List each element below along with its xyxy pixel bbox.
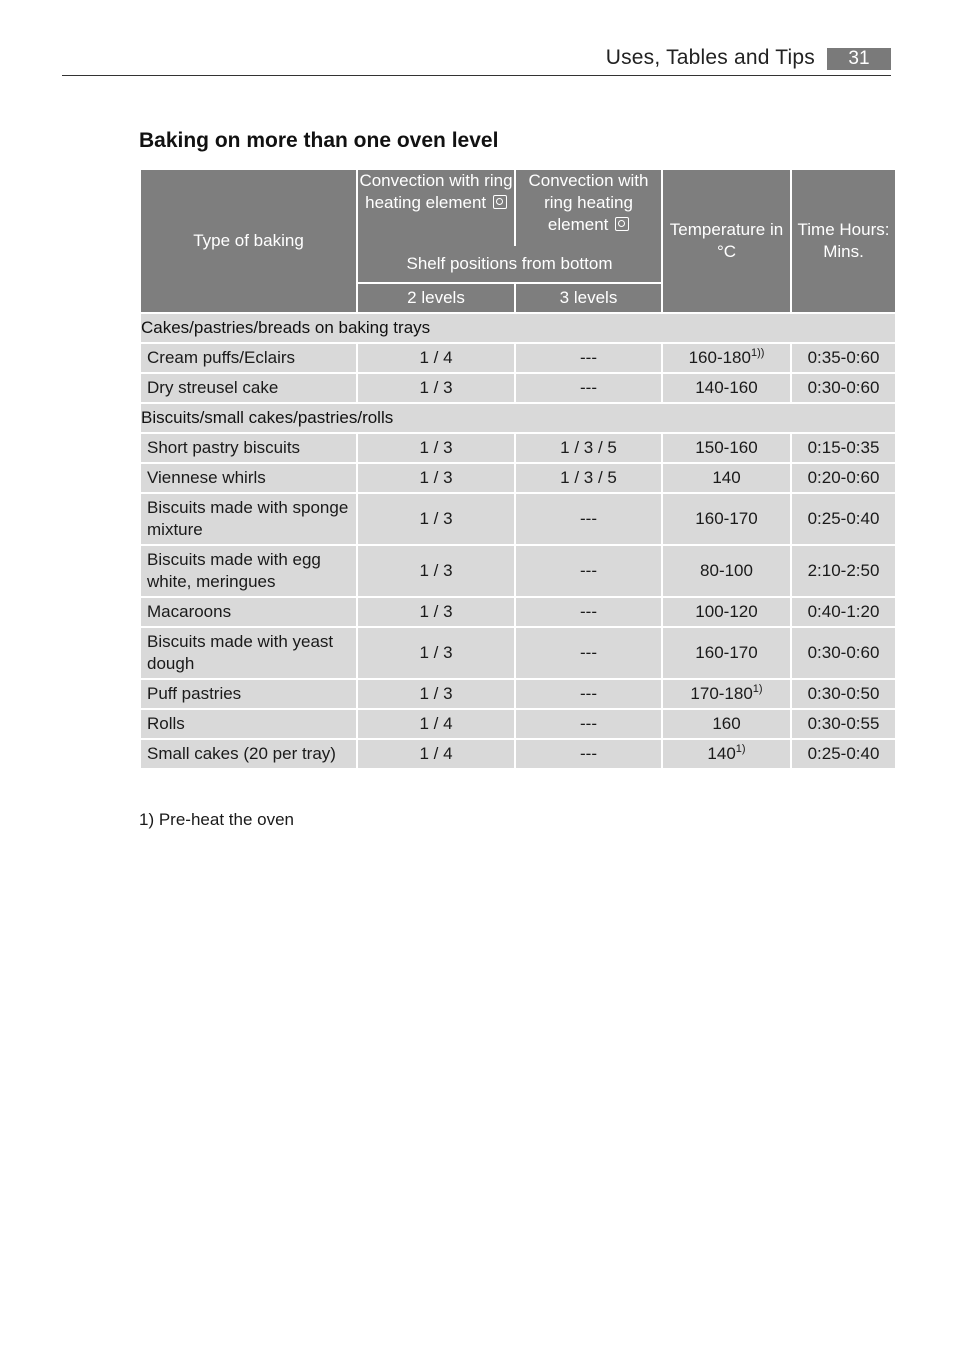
temperature-cell (662, 433, 791, 463)
levels-2-cell (357, 597, 515, 627)
time-cell-value: 2:10-2:50 (807, 561, 880, 580)
levels-3-cell (515, 545, 662, 597)
baking-type-cell-value: Small cakes (20 per tray) (147, 744, 336, 763)
time-cell-value: 0:25-0:40 (807, 744, 880, 763)
baking-table (139, 168, 897, 770)
levels-2-cell-value: 1 / 3 (419, 378, 453, 397)
temperature-cell (662, 627, 791, 679)
levels-3-cell-value: --- (580, 602, 597, 621)
baking-type-cell-value: Viennese whirls (147, 468, 266, 487)
levels-2-cell (357, 709, 515, 739)
levels-3-cell-value: 1 / 3 / 5 (560, 438, 617, 457)
category-label: Cakes/pastries/breads on baking trays (140, 313, 896, 343)
levels-2-cell (357, 545, 515, 597)
col-time: Time Hours: Mins. (791, 169, 896, 313)
levels-3-cell (515, 709, 662, 739)
footnote-ref: 1)) (750, 347, 765, 359)
category-row (140, 403, 896, 433)
table-row (140, 433, 896, 463)
time-cell-value: 0:30-0:60 (807, 378, 880, 397)
levels-3-cell-value: --- (580, 509, 597, 528)
levels-2-cell-value: 1 / 3 (419, 509, 453, 528)
levels-3-cell-value: --- (580, 348, 597, 367)
temperature-cell-value: 80-100 (700, 561, 753, 580)
baking-type-cell (140, 709, 357, 739)
table-row (140, 545, 896, 597)
temperature-cell (662, 679, 791, 709)
table-row (140, 627, 896, 679)
levels-3-cell (515, 343, 662, 373)
baking-type-cell (140, 373, 357, 403)
baking-type-cell-value: Short pastry biscuits (147, 438, 301, 457)
table-body (140, 313, 896, 769)
temperature-cell (662, 545, 791, 597)
time-cell-value: 0:30-0:50 (807, 684, 880, 703)
levels-2-cell (357, 373, 515, 403)
time-cell-value: 0:20-0:60 (807, 468, 880, 487)
temperature-cell-value: 150-160 (695, 438, 758, 457)
levels-2-cell-value: 1 / 3 (419, 602, 453, 621)
levels-2-cell (357, 679, 515, 709)
levels-2-cell-value: 1 / 4 (419, 714, 453, 733)
col-convection-a: Convection with ring heating element (357, 169, 515, 246)
levels-2-cell (357, 627, 515, 679)
table-row (140, 343, 896, 373)
temperature-cell (662, 709, 791, 739)
table-row (140, 373, 896, 403)
baking-type-cell-value: Biscuits made with yeast dough (147, 632, 334, 673)
baking-type-cell-value: Biscuits made with sponge mixture (147, 498, 349, 539)
levels-3-cell (515, 679, 662, 709)
time-cell (791, 433, 896, 463)
levels-3-cell-value: --- (580, 714, 597, 733)
temperature-cell (662, 739, 791, 769)
baking-type-cell-value: Puff pastries (147, 684, 242, 703)
header-title: Uses, Tables and Tips (605, 46, 815, 69)
table-row (140, 597, 896, 627)
footnote-ref: 1) (752, 683, 763, 695)
col-convection-b: Convection with ring heating element (515, 169, 662, 246)
levels-2-cell (357, 343, 515, 373)
section-title: Baking on more than one oven level (139, 129, 499, 152)
baking-type-cell-value: Rolls (147, 714, 185, 733)
levels-2-cell (357, 433, 515, 463)
col-3-levels: 3 levels (515, 283, 662, 313)
baking-type-cell-value: Cream puffs/Eclairs (147, 348, 296, 367)
col-temperature: Temperature in °C (662, 169, 791, 313)
levels-3-cell (515, 627, 662, 679)
temperature-cell (662, 463, 791, 493)
levels-2-cell-value: 1 / 3 (419, 438, 453, 457)
baking-type-cell (140, 679, 357, 709)
baking-type-cell-value: Biscuits made with egg white, meringues (147, 550, 321, 591)
fan-ring-heating-icon (493, 195, 507, 209)
levels-2-cell-value: 1 / 4 (419, 744, 453, 763)
baking-type-cell (140, 627, 357, 679)
levels-3-cell-value: --- (580, 744, 597, 763)
baking-type-cell-value: Dry streusel cake (147, 378, 279, 397)
category-row (140, 313, 896, 343)
time-cell-value: 0:15-0:35 (807, 438, 880, 457)
baking-type-cell (140, 545, 357, 597)
table-row (140, 463, 896, 493)
time-cell (791, 597, 896, 627)
temperature-cell (662, 597, 791, 627)
time-cell-value: 0:25-0:40 (807, 509, 880, 528)
time-cell (791, 373, 896, 403)
baking-type-cell (140, 463, 357, 493)
temperature-cell-value: 140-160 (695, 378, 758, 397)
page-header (62, 44, 891, 76)
levels-2-cell-value: 1 / 3 (419, 643, 453, 662)
temperature-cell-value: 140 (712, 468, 741, 487)
time-cell (791, 463, 896, 493)
levels-3-cell-value: --- (580, 684, 597, 703)
levels-2-cell (357, 493, 515, 545)
levels-2-cell-value: 1 / 4 (419, 348, 453, 367)
baking-type-cell (140, 433, 357, 463)
table-row (140, 739, 896, 769)
temperature-cell-value: 160-180 (688, 348, 751, 367)
table-row (140, 493, 896, 545)
levels-2-cell (357, 739, 515, 769)
baking-type-cell (140, 597, 357, 627)
temperature-cell-value: 160-170 (695, 509, 758, 528)
time-cell (791, 709, 896, 739)
temperature-cell (662, 343, 791, 373)
time-cell (791, 493, 896, 545)
time-cell-value: 0:40-1:20 (807, 602, 880, 621)
levels-3-cell-value: --- (580, 561, 597, 580)
levels-3-cell-value: --- (580, 378, 597, 397)
levels-2-cell-value: 1 / 3 (419, 561, 453, 580)
levels-2-cell-value: 1 / 3 (419, 684, 453, 703)
table-row (140, 709, 896, 739)
fan-ring-heating-icon (615, 217, 629, 231)
levels-3-cell-value: 1 / 3 / 5 (560, 468, 617, 487)
temperature-cell-value: 160 (712, 714, 741, 733)
levels-3-cell (515, 373, 662, 403)
col-2-levels: 2 levels (357, 283, 515, 313)
temperature-cell (662, 373, 791, 403)
temperature-cell-value: 170-180 (690, 684, 753, 703)
levels-2-cell-value: 1 / 3 (419, 468, 453, 487)
col-type-of-baking: Type of baking (140, 169, 357, 313)
levels-3-cell (515, 493, 662, 545)
time-cell-value: 0:30-0:60 (807, 643, 880, 662)
temperature-cell (662, 493, 791, 545)
baking-type-cell (140, 343, 357, 373)
baking-type-cell (140, 739, 357, 769)
levels-3-cell (515, 433, 662, 463)
category-label: Biscuits/small cakes/pastries/rolls (140, 403, 896, 433)
levels-2-cell (357, 463, 515, 493)
levels-3-cell (515, 463, 662, 493)
time-cell-value: 0:35-0:60 (807, 348, 880, 367)
time-cell (791, 343, 896, 373)
time-cell (791, 545, 896, 597)
temperature-cell-value: 100-120 (695, 602, 758, 621)
time-cell (791, 627, 896, 679)
footnote: 1) Pre-heat the oven (139, 810, 294, 829)
levels-3-cell (515, 597, 662, 627)
levels-3-cell (515, 739, 662, 769)
footnote-ref: 1) (735, 743, 746, 755)
shelf-positions-header: Shelf positions from bottom (357, 246, 662, 283)
time-cell (791, 739, 896, 769)
time-cell (791, 679, 896, 709)
baking-type-cell-value: Macaroons (147, 602, 232, 621)
page-number: 31 (827, 48, 891, 70)
temperature-cell-value: 140 (707, 744, 736, 763)
time-cell-value: 0:30-0:55 (807, 714, 880, 733)
table-row (140, 679, 896, 709)
levels-3-cell-value: --- (580, 643, 597, 662)
temperature-cell-value: 160-170 (695, 643, 758, 662)
baking-type-cell (140, 493, 357, 545)
